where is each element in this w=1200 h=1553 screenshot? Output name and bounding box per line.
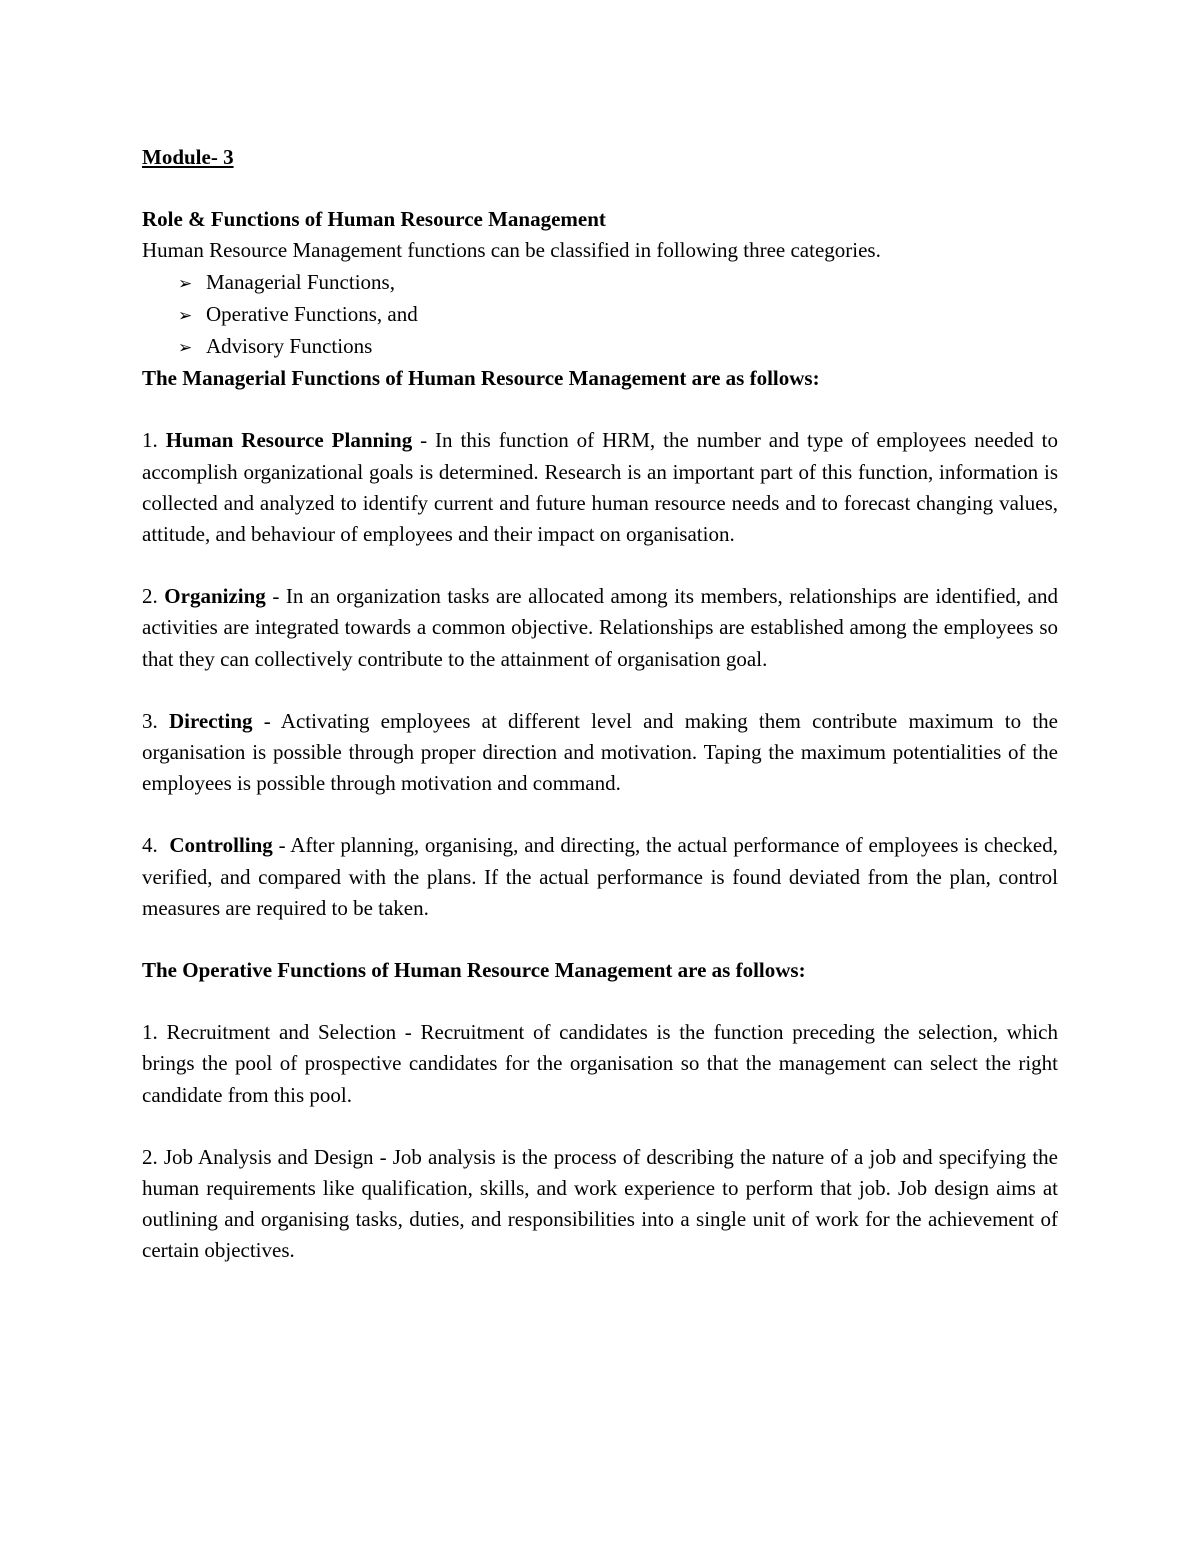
item-text: - After planning, organising, and directing, the actual performance of employees is checked, verified, and compared with the plans. If the actual performance is found deviated from the plan, control measures are required to be taken.	[142, 833, 1058, 920]
item-number: 3.	[142, 708, 158, 733]
intro-text: Human Resource Management functions can be classified in following three categories.	[142, 238, 881, 263]
item-number: 4.	[142, 833, 158, 858]
item-term: Controlling	[169, 833, 273, 858]
item-number: 2.	[142, 584, 158, 609]
list-item	[178, 267, 1058, 299]
list-item	[178, 331, 1058, 363]
operative-item: 1. Recruitment and Selection - Recruitment of candidates is the function preceding the selection, which brings the pool of prospective candidates for the organisation so that the management can select the right candidate from this pool.	[142, 1020, 1058, 1107]
item-text: - In this function of HRM, the number and type of employees needed to accomplish organizational goals is determined. Research is an important part of this function, information is collected and analyzed to identify current and future human resource needs and to forecast changing values, attitude, and behaviour of employees and their impact on organisation.	[142, 428, 1058, 547]
category-label: Advisory Functions	[206, 334, 373, 359]
category-list	[142, 267, 1058, 364]
category-label: Operative Functions, and	[206, 301, 418, 326]
arrowhead-bullet-icon: ➢	[178, 338, 193, 358]
item-term: Directing	[168, 708, 253, 733]
managerial-item	[142, 830, 1058, 924]
operative-heading: The Operative Functions of Human Resource Management are as follows:	[142, 958, 806, 983]
item-term: Human Resource Planning	[165, 428, 413, 453]
managerial-item	[142, 706, 1058, 800]
document-body	[142, 142, 1058, 1267]
item-text: - In an organization tasks are allocated among its members, relationships are identified, and activities are integrated towards a common objective. Relationships are established among the employees so that they can collectively contribute to the attainment of organisation goal.	[142, 584, 1058, 671]
list-item	[178, 299, 1058, 331]
arrowhead-bullet-icon: ➢	[178, 273, 193, 293]
module-title: Module- 3	[142, 145, 234, 169]
arrowhead-bullet-icon: ➢	[178, 305, 193, 325]
item-term: Organizing	[164, 584, 266, 609]
managerial-heading: The Managerial Functions of Human Resource Management are as follows:	[142, 366, 820, 391]
operative-item: 2. Job Analysis and Design - Job analysis is the process of describing the nature of a job and specifying the human requirements like qualification, skills, and work experience to perform that job. Job design aims at outlining and organising tasks, duties, and responsibilities into a single unit of work for the achievement of certain objectives.	[142, 1144, 1058, 1263]
item-number: 1.	[142, 428, 158, 453]
managerial-item	[142, 425, 1058, 550]
item-text: - Activating employees at different level and making them contribute maximum to the organisation is possible through proper direction and motivation. Taping the maximum potentialities of the employees is possible through motivation and command.	[142, 708, 1059, 796]
managerial-item	[142, 581, 1058, 675]
category-label: Managerial Functions,	[206, 269, 395, 294]
section-title: Role & Functions of Human Resource Management	[142, 207, 606, 232]
